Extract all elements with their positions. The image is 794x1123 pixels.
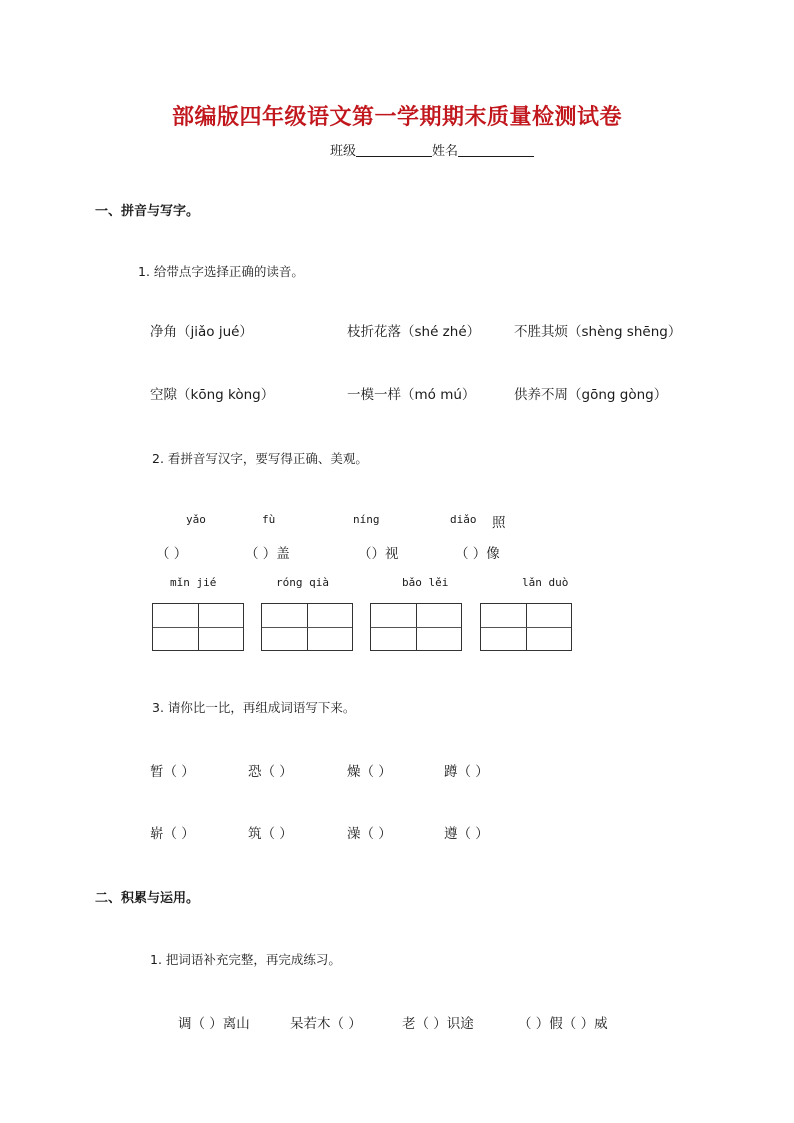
document-title: 部编版四年级语文第一学期期末质量检测试卷 (171, 104, 622, 130)
word-blank[interactable]: 暂（ ） (150, 764, 195, 780)
name-blank[interactable] (458, 143, 534, 157)
s1-q1-prompt: 1. 给带点字选择正确的读音。 (138, 264, 304, 279)
pinyin-label: diǎo (450, 513, 477, 526)
paren-blank[interactable]: （ ）像 (455, 546, 500, 562)
section1-heading: 一、拼音与写字。 (95, 204, 200, 219)
writing-grid[interactable] (152, 603, 244, 651)
idiom-blank[interactable]: 调（ ）离山 (178, 1016, 250, 1032)
paren-blank[interactable]: （）视 (358, 546, 399, 562)
class-label: 班级 (330, 144, 357, 159)
s1-q1-item: 枝折花落（shé zhé） (347, 324, 481, 340)
s1-q1-item: 净角（jiǎo jué） (150, 324, 253, 340)
name-label: 姓名 (432, 144, 459, 159)
paren-blank[interactable]: （ ）盖 (245, 546, 290, 562)
word-blank[interactable]: 澡（ ） (347, 826, 392, 842)
class-blank[interactable] (356, 143, 432, 157)
word-blank[interactable]: 蹲（ ） (444, 764, 489, 780)
writing-grid[interactable] (370, 603, 462, 651)
pinyin-label: fù (262, 513, 276, 526)
pinyin-label: 照 (492, 515, 506, 531)
idiom-blank[interactable]: 老（ ）识途 (402, 1016, 474, 1032)
pinyin-label: níng (353, 513, 380, 526)
writing-grid[interactable] (480, 603, 572, 651)
word-blank[interactable]: 崭（ ） (150, 826, 195, 842)
student-info-row (330, 140, 534, 159)
section2-heading: 二、积累与运用。 (95, 891, 200, 906)
word-blank[interactable]: 筑（ ） (248, 826, 293, 842)
grid-pinyin: lǎn duò (522, 576, 569, 589)
pinyin-label: yǎo (186, 513, 206, 526)
paren-blank[interactable]: （ ） (156, 546, 188, 562)
idiom-blank[interactable]: 呆若木（ ） (290, 1016, 362, 1032)
s1-q3-prompt: 3. 请你比一比，再组成词语写下来。 (152, 700, 356, 715)
grid-pinyin: bǎo lěi (402, 576, 449, 589)
s1-q1-item: 空隙（kōng kòng） (150, 387, 275, 403)
word-blank[interactable]: 恐（ ） (248, 764, 293, 780)
s2-q1-prompt: 1. 把词语补充完整，再完成练习。 (150, 952, 341, 967)
writing-grid[interactable] (261, 603, 353, 651)
s1-q1-item: 不胜其烦（shèng shēng） (514, 324, 682, 340)
word-blank[interactable]: 遵（ ） (444, 826, 489, 842)
word-blank[interactable]: 燥（ ） (347, 764, 392, 780)
s1-q2-prompt: 2. 看拼音写汉字，要写得正确、美观。 (152, 451, 368, 466)
grid-pinyin: mǐn jié (170, 576, 217, 589)
grid-pinyin: róng qià (276, 576, 329, 589)
s1-q1-item: 一模一样（mó mú） (347, 387, 476, 403)
s1-q1-item: 供养不周（gōng gòng） (514, 387, 668, 403)
idiom-blank[interactable]: （ ）假（ ）威 (518, 1016, 608, 1032)
